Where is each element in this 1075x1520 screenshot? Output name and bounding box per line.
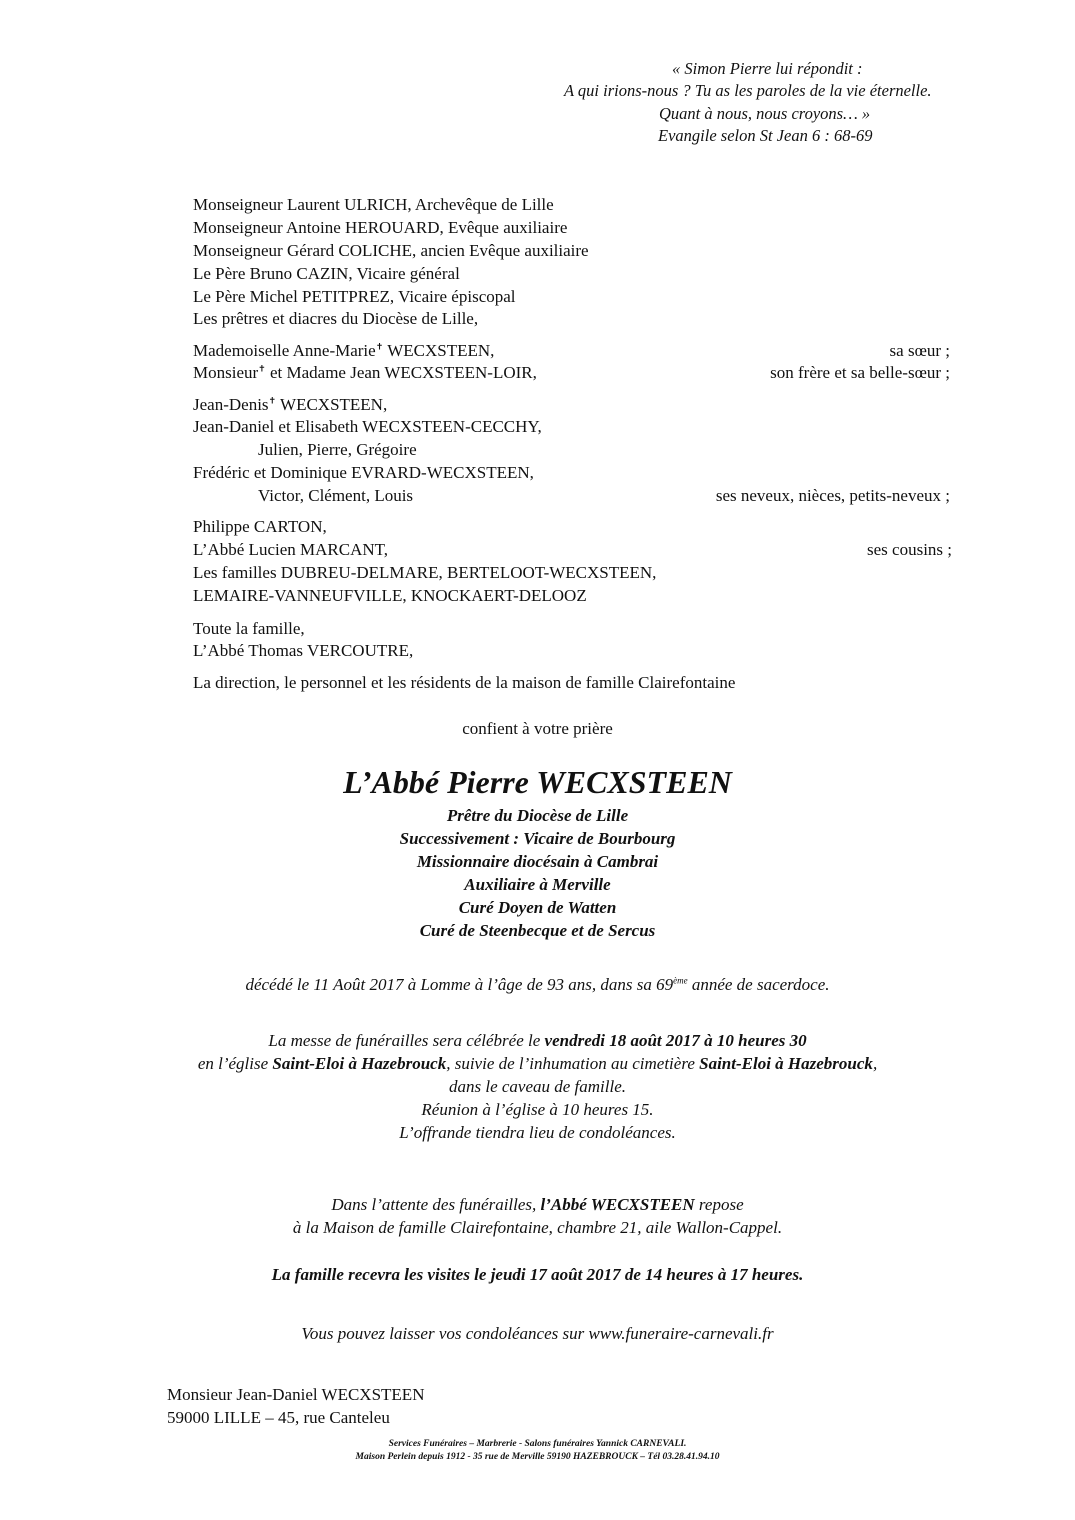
clergy-item: Monseigneur Laurent ULRICH, Archevêque de Lille [193,195,554,214]
death-notice: décédé le 11 Août 2017 à Lomme à l’âge de 93 ans, dans sa 69ème année de sacerdoce. [245,975,830,994]
quote-line: Quant à nous, nous croyons… » [659,104,871,123]
quote-source: Evangile selon St Jean 6 : 68-69 [658,126,873,145]
address-line: Monsieur Jean-Daniel WECXSTEEN [167,1385,425,1404]
cross-icon: ✝ [375,341,384,352]
nephew-name: Jean-Denis✝ WECXSTEEN, [193,395,388,414]
nephew-children: Julien, Pierre, Grégoire [258,440,417,459]
title-line: Auxiliaire à Merville [464,875,611,894]
relation-label: ses neveux, nièces, petits-neveux ; [715,486,950,505]
cousin-name: L’Abbé Lucien MARCANT, [193,540,389,559]
title-line: Curé de Steenbecque et de Sercus [419,921,656,940]
clergy-item: Le Père Bruno CAZIN, Vicaire général [193,264,460,283]
funeral-line: en l’église Saint-Eloi à Hazebrouck, suivie de l’inhumation au cimetière Saint-Eloi à Hazebrouck, [197,1054,878,1073]
repose-line: Dans l’attente des funérailles, l’Abbé WECXSTEEN repose [331,1195,744,1214]
title-line: Missionnaire diocésain à Cambrai [416,852,659,871]
cross-icon: ✝ [268,395,277,406]
relation-label: ses cousins ; [867,540,952,559]
clergy-item: Le Père Michel PETITPREZ, Vicaire épiscopal [193,287,516,306]
title-line: Prêtre du Diocèse de Lille [446,806,629,825]
title-line: Curé Doyen de Watten [458,898,617,917]
funeral-line: Réunion à l’église à 10 heures 15. [421,1100,654,1119]
family-line: L’Abbé Thomas VERCOUTRE, [193,641,414,660]
cousin-families: Les familles DUBREU-DELMARE, BERTELOOT-WECXSTEEN, [193,563,657,582]
relation-label: son frère et sa belle-sœur ; [770,363,950,382]
address-line: 59000 LILLE – 45, rue Canteleu [167,1408,390,1427]
footer-line: Maison Perlein depuis 1912 - 35 rue de Merville 59190 HAZEBROUCK – Tél 03.28.41.94.10 [355,1452,720,1462]
sibling-name: Mademoiselle Anne-Marie✝ WECXSTEEN, [193,341,495,360]
family-line: Toute la famille, [193,619,305,638]
quote-line: « Simon Pierre lui répondit : [672,59,863,78]
nephew-name: Jean-Daniel et Elisabeth WECXSTEEN-CECCHY, [193,417,542,436]
deceased-name: L’Abbé Pierre WECXSTEEN [343,764,732,800]
cousin-name: Philippe CARTON, [193,517,327,536]
clergy-item: Monseigneur Gérard COLICHE, ancien Evêque auxiliaire [193,241,589,260]
cousin-families: LEMAIRE-VANNEUFVILLE, KNOCKAERT-DELOOZ [193,586,587,605]
visits-line: La famille recevra les visites le jeudi 17 août 2017 de 14 heures à 17 heures. [271,1265,804,1284]
direction-line: La direction, le personnel et les résidents de la maison de famille Clairefontaine [193,673,736,692]
footer-line: Services Funéraires – Marbrerie - Salons funéraires Yannick CARNEVALI. [388,1439,687,1449]
relation-label: sa sœur ; [889,341,950,360]
sibling-name: Monsieur✝ et Madame Jean WECXSTEEN-LOIR, [193,363,537,382]
quote-line: A qui irions-nous ? Tu as les paroles de la vie éternelle. [564,81,932,100]
funeral-line: La messe de funérailles sera célébrée le vendredi 18 août 2017 à 10 heures 30 [268,1031,807,1050]
confient-line: confient à votre prière [462,719,613,738]
title-line: Successivement : Vicaire de Bourbourg [399,829,676,848]
condolences-line: Vous pouvez laisser vos condoléances sur www.funeraire-carnevali.fr [301,1324,774,1343]
funeral-line: dans le caveau de famille. [448,1077,627,1096]
clergy-item: Monseigneur Antoine HEROUARD, Evêque auxiliaire [193,218,568,237]
funeral-line: L’offrande tiendra lieu de condoléances. [399,1123,676,1142]
repose-line: à la Maison de famille Clairefontaine, chambre 21, aile Wallon-Cappel. [292,1218,783,1237]
nephew-children: Victor, Clément, Louis [258,486,414,505]
clergy-item: Les prêtres et diacres du Diocèse de Lille, [193,309,479,328]
cross-icon: ✝ [258,363,266,374]
nephew-name: Frédéric et Dominique EVRARD-WECXSTEEN, [193,463,534,482]
